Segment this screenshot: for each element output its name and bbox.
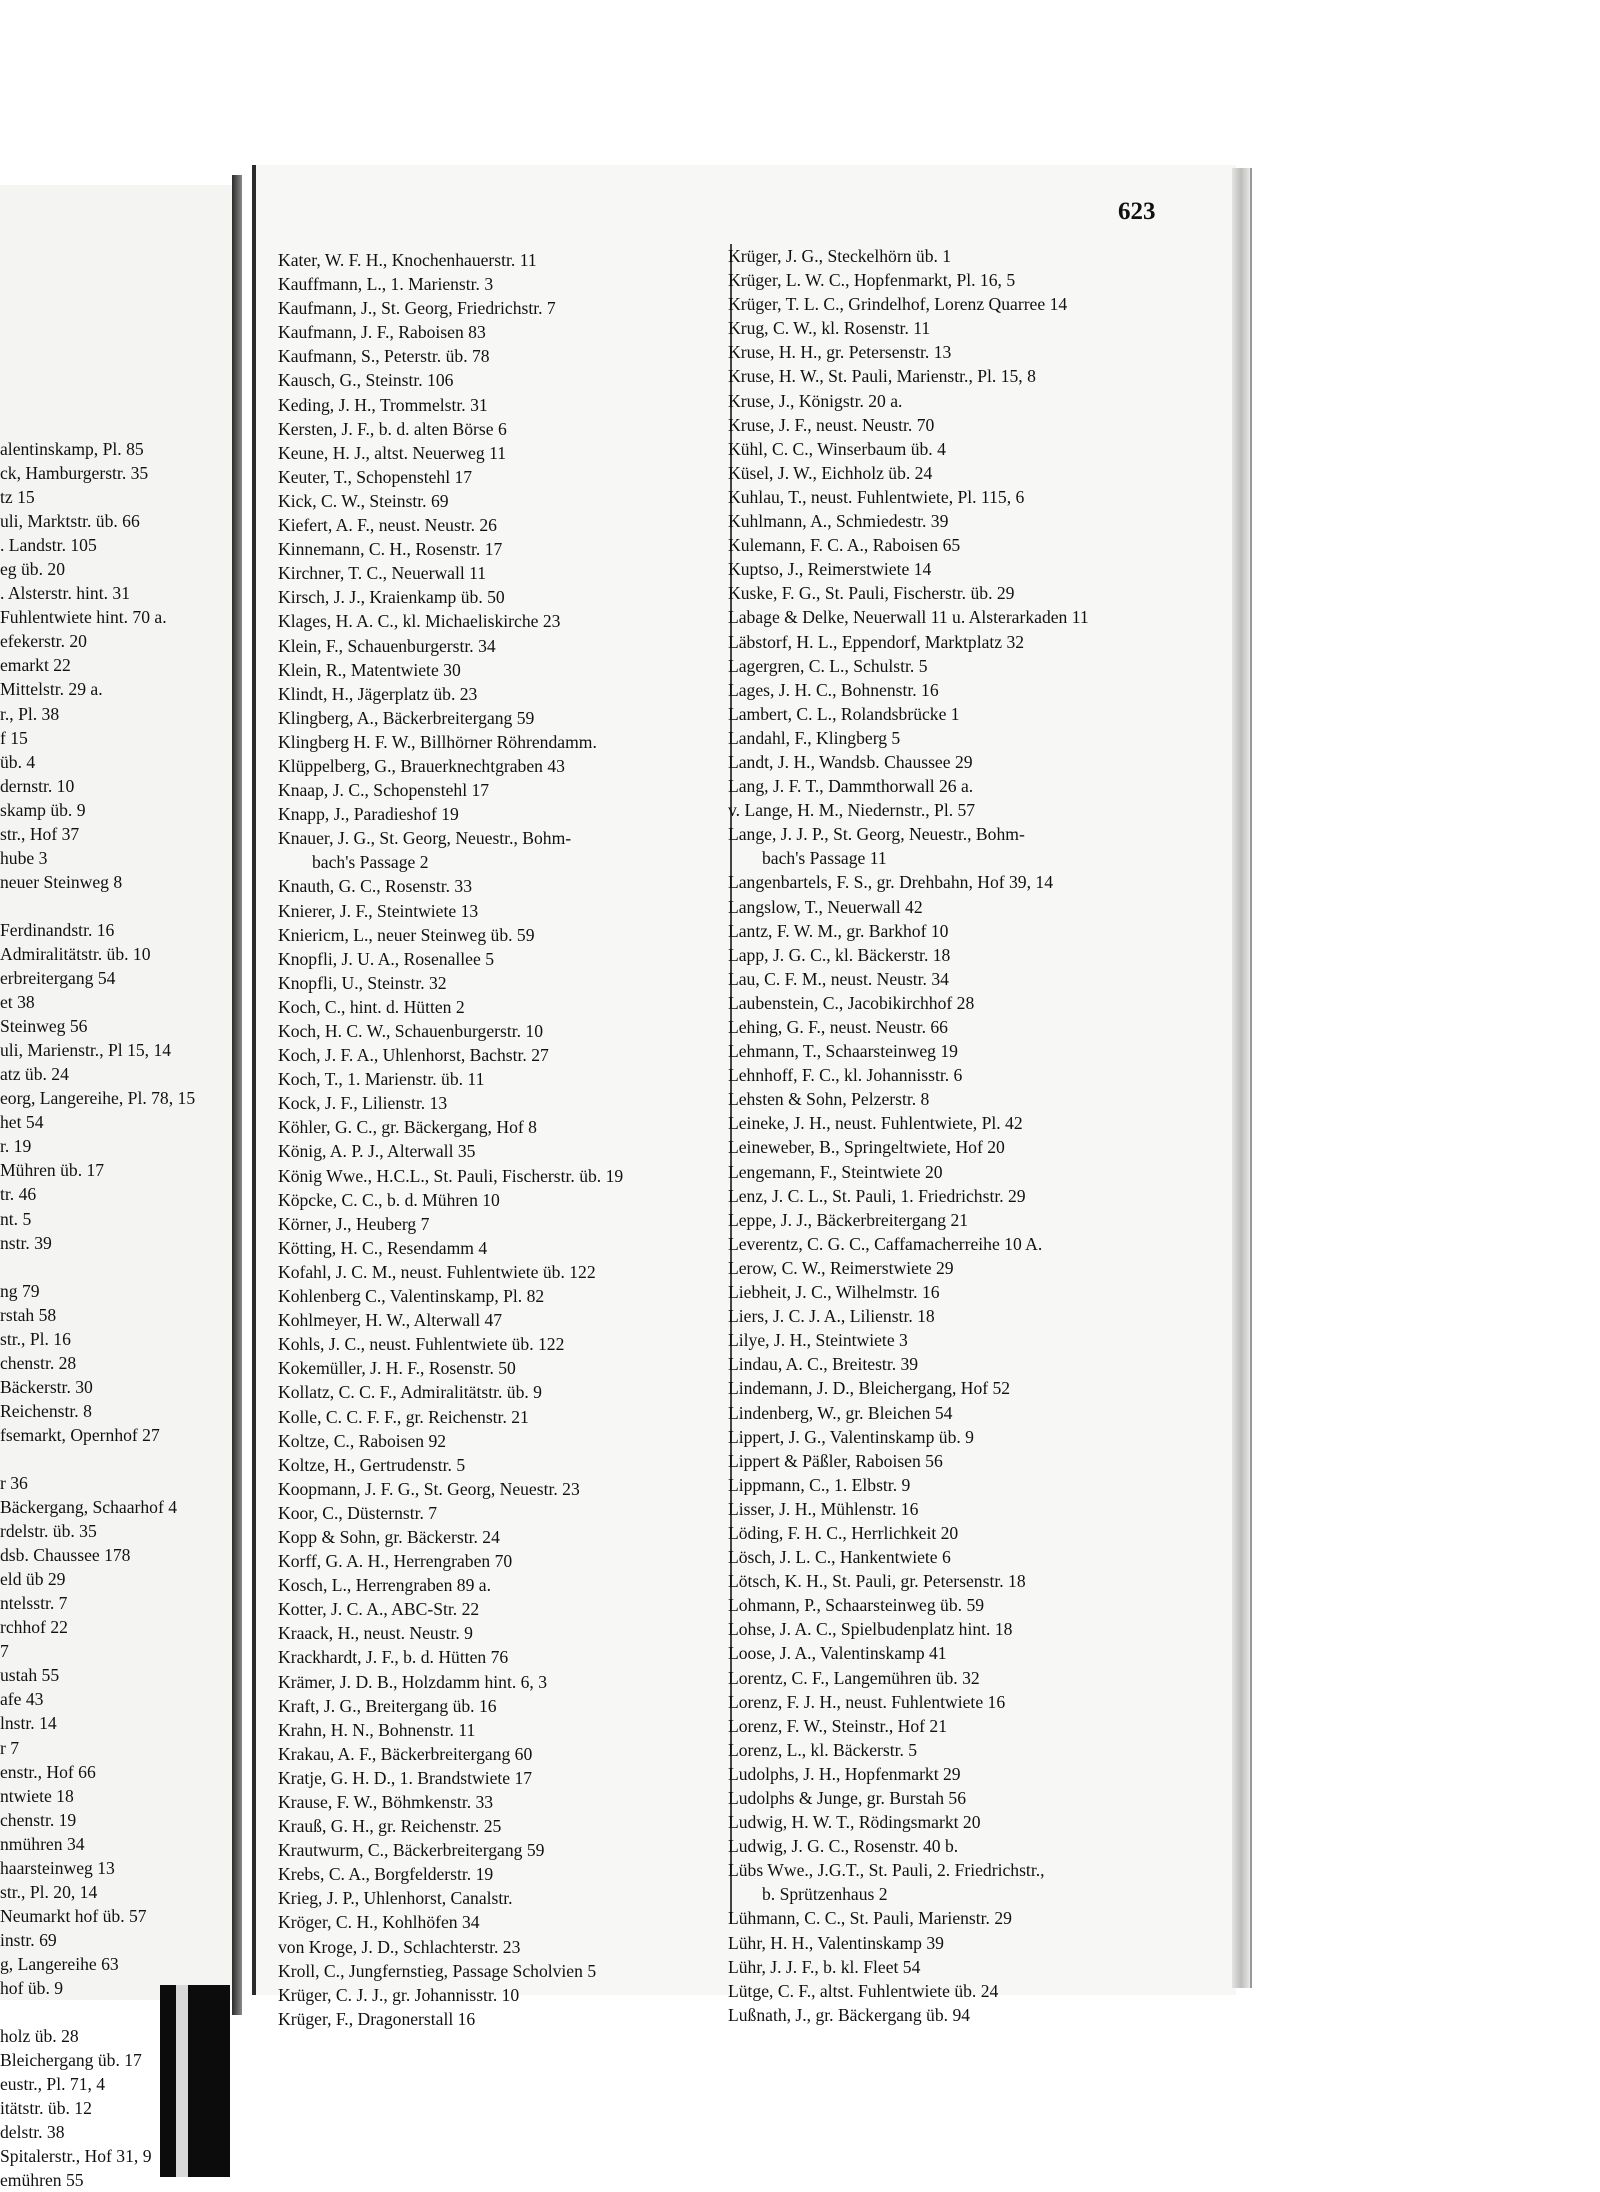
left-page-fragment-column	[0, 437, 232, 2192]
directory-entry: Koch, C., hint. d. Hütten 2	[278, 996, 465, 1017]
directory-entry: Lohmann, P., Schaarsteinweg üb. 59	[728, 1595, 985, 1616]
left-fragment-line: uli, Marienstr., Pl 15, 14	[0, 1040, 172, 1061]
left-fragment-line: Spitalerstr., Hof 31, 9	[0, 2146, 152, 2167]
left-fragment-line: dernstr. 10	[0, 775, 75, 796]
directory-entry: Knierer, J. F., Steintwiete 13	[278, 900, 479, 921]
directory-entry: Leppe, J. J., Bäckerbreitergang 21	[728, 1209, 969, 1230]
directory-entry: Leineke, J. H., neust. Fuhlentwiete, Pl. 42	[728, 1113, 1023, 1134]
directory-entry: Kausch, G., Steinstr. 106	[278, 370, 454, 391]
directory-entry: Kuhlmann, A., Schmiedestr. 39	[728, 511, 949, 532]
left-fragment-line: haarsteinweg 13	[0, 1857, 115, 1878]
directory-entry: Kruse, J., Königstr. 20 a.	[728, 390, 903, 411]
directory-entry: Langenbartels, F. S., gr. Drehbahn, Hof 39, 14	[728, 872, 1053, 893]
left-fragment-line: atz üb. 24	[0, 1064, 69, 1085]
left-page	[0, 185, 235, 2191]
directory-entry: Knapp, J., Paradieshof 19	[278, 804, 459, 825]
directory-entry: Lerow, C. W., Reimerstwiete 29	[728, 1257, 954, 1278]
binding-strip	[160, 1985, 230, 2177]
directory-entry: Lagergren, C. L., Schulstr. 5	[728, 655, 928, 676]
left-fragment-line: emarkt 22	[0, 655, 71, 676]
left-fragment-line: neuer Steinweg 8	[0, 871, 123, 892]
directory-entry: von Kroge, J. D., Schlachterstr. 23	[278, 1936, 521, 1957]
directory-entry: Kirchner, T. C., Neuerwall 11	[278, 563, 487, 584]
directory-entry: Krakau, A. F., Bäckerbreitergang 60	[278, 1743, 533, 1764]
left-fragment-line: ng 79	[0, 1280, 40, 1301]
directory-entry: Leverentz, C. G. C., Caffamacherreihe 10 A.	[728, 1233, 1043, 1254]
directory-entry: Ludwig, H. W. T., Rödingsmarkt 20	[728, 1812, 981, 1833]
left-fragment-line: rstah 58	[0, 1304, 57, 1325]
directory-entry: Kuhlau, T., neust. Fuhlentwiete, Pl. 115, 6	[728, 486, 1025, 507]
directory-entry: Krahn, H. N., Bohnenstr. 11	[278, 1719, 476, 1740]
directory-entry: Kuptso, J., Reimerstwiete 14	[728, 559, 932, 580]
left-fragment-line: afe 43	[0, 1689, 44, 1710]
directory-entry: Lippert & Päßler, Raboisen 56	[728, 1450, 943, 1471]
directory-entry: Knopfli, J. U. A., Rosenallee 5	[278, 948, 494, 969]
directory-entry: Kauffmann, L., 1. Marienstr. 3	[278, 274, 494, 295]
left-fragment-line: emühren 55	[0, 2170, 84, 2191]
directory-entry: Koltze, C., Raboisen 92	[278, 1430, 447, 1451]
directory-entry: Lorenz, F. W., Steinstr., Hof 21	[728, 1715, 947, 1736]
directory-entry: Krüger, C. J. J., gr. Johannisstr. 10	[278, 1984, 520, 2005]
directory-entry: Kollatz, C. C. F., Admiralitätstr. üb. 9	[278, 1382, 542, 1403]
directory-entry: Lippmann, C., 1. Elbstr. 9	[728, 1474, 911, 1495]
left-fragment-line: enstr., Hof 66	[0, 1761, 96, 1782]
directory-entry: Lorenz, L., kl. Bäckerstr. 5	[728, 1739, 918, 1760]
directory-entry: Ludolphs, J. H., Hopfenmarkt 29	[728, 1763, 961, 1784]
directory-entry: Kosch, L., Herrengraben 89 a.	[278, 1575, 491, 1596]
directory-entry: Laubenstein, C., Jacobikirchhof 28	[728, 992, 975, 1013]
left-fragment-line: r., Pl. 38	[0, 703, 60, 724]
directory-entry: Koch, H. C. W., Schauenburgerstr. 10	[278, 1021, 544, 1041]
directory-entry: Kirsch, J. J., Kraienkamp üb. 50	[278, 587, 505, 608]
directory-entry: Kruse, H. W., St. Pauli, Marienstr., Pl. 15, 8	[728, 366, 1036, 387]
left-fragment-line: Bäckergang, Schaarhof 4	[0, 1497, 178, 1518]
directory-entry: Lehing, G. F., neust. Neustr. 66	[728, 1017, 948, 1037]
directory-entry: Krüger, T. L. C., Grindelhof, Lorenz Quarree 14	[728, 294, 1068, 315]
left-fragment-line: fsemarkt, Opernhof 27	[0, 1424, 160, 1445]
left-fragment-line	[0, 1255, 232, 1279]
directory-entry: Klüppelberg, G., Brauerknechtgraben 43	[278, 755, 565, 776]
left-fragment-line: chenstr. 19	[0, 1809, 77, 1830]
directory-entry: Keune, H. J., altst. Neuerweg 11	[278, 442, 507, 463]
directory-entry: Krüger, J. G., Steckelhörn üb. 1	[728, 246, 952, 266]
directory-entry: v. Lange, H. M., Niedernstr., Pl. 57	[728, 800, 976, 821]
directory-entry: Kotter, J. C. A., ABC-Str. 22	[278, 1599, 480, 1620]
directory-entry: Kühl, C. C., Winserbaum üb. 4	[728, 438, 946, 459]
directory-entry: Lühmann, C. C., St. Pauli, Marienstr. 29	[728, 1908, 1012, 1929]
directory-entry: Krüger, L. W. C., Hopfenmarkt, Pl. 16, 5	[728, 270, 1016, 291]
directory-entry: Kopp & Sohn, gr. Bäckerstr. 24	[278, 1526, 500, 1547]
left-fragment-line: Admiralitätstr. üb. 10	[0, 943, 151, 964]
directory-entry: Koch, T., 1. Marienstr. üb. 11	[278, 1069, 485, 1090]
left-fragment-line: 7	[0, 1641, 9, 1662]
left-fragment-line: tz 15	[0, 487, 35, 508]
directory-entry: Kolle, C. C. F. F., gr. Reichenstr. 21	[278, 1406, 529, 1427]
page-number: 623	[1118, 198, 1156, 225]
left-fragment-line: Fuhlentwiete hint. 70 a.	[0, 607, 167, 628]
directory-entry: Krackhardt, J. F., b. d. Hütten 76	[278, 1647, 509, 1668]
left-fragment-line: r 36	[0, 1473, 28, 1494]
left-fragment-line: hube 3	[0, 847, 48, 868]
directory-entry: Klingberg H. F. W., Billhörner Röhrendamm.	[278, 731, 597, 752]
directory-column-right	[728, 244, 1168, 2027]
directory-entry: Kraft, J. G., Breitergang üb. 16	[278, 1695, 497, 1716]
directory-entry: Kock, J. F., Lilienstr. 13	[278, 1093, 448, 1114]
directory-entry: Klingberg, A., Bäckerbreitergang 59	[278, 707, 535, 728]
directory-entry: Lange, J. J. P., St. Georg, Neuestr., Bohm-	[728, 824, 1025, 845]
left-fragment-line: eld üb 29	[0, 1569, 66, 1590]
left-fragment-line	[0, 1447, 232, 1471]
directory-entry: Lohse, J. A. C., Spielbudenplatz hint. 18	[728, 1619, 1013, 1640]
directory-entry: Kratje, G. H. D., 1. Brandstwiete 17	[278, 1767, 533, 1788]
directory-entry: Leineweber, B., Springeltwiete, Hof 20	[728, 1137, 1005, 1158]
directory-entry: bach's Passage 2	[312, 852, 429, 873]
left-fragment-line: str., Pl. 20, 14	[0, 1881, 98, 1902]
directory-entry: Kuske, F. G., St. Pauli, Fischerstr. üb. 29	[728, 583, 1015, 604]
directory-entry: Lußnath, J., gr. Bäckergang üb. 94	[728, 2004, 971, 2025]
left-fragment-line: Bleichergang üb. 17	[0, 2050, 142, 2071]
directory-entry: Lühr, J. J. F., b. kl. Fleet 54	[728, 1956, 921, 1977]
directory-entry: Läbstorf, H. L., Eppendorf, Marktplatz 32	[728, 631, 1025, 652]
directory-entry: Krämer, J. D. B., Holzdamm hint. 6, 3	[278, 1671, 548, 1692]
left-fragment-line: üb. 4	[0, 751, 36, 772]
left-fragment-line: chenstr. 28	[0, 1352, 77, 1373]
directory-entry: Klein, F., Schauenburgerstr. 34	[278, 635, 496, 656]
directory-entry: Lübs Wwe., J.G.T., St. Pauli, 2. Friedrichstr.,	[728, 1860, 1045, 1881]
directory-entry: Kokemüller, J. H. F., Rosenstr. 50	[278, 1358, 516, 1379]
left-fragment-line: ck, Hamburgerstr. 35	[0, 463, 149, 484]
left-fragment-line: Mühren üb. 17	[0, 1160, 105, 1181]
directory-entry: König, A. P. J., Alterwall 35	[278, 1141, 476, 1162]
left-fragment-line: holz üb. 28	[0, 2026, 79, 2047]
directory-entry: Knaap, J. C., Schopenstehl 17	[278, 780, 490, 801]
book-gutter-shadow	[232, 175, 242, 2015]
left-fragment-line: r. 19	[0, 1136, 32, 1157]
left-fragment-line: skamp üb. 9	[0, 799, 86, 820]
left-fragment-line	[0, 894, 232, 918]
directory-entry: Koch, J. F. A., Uhlenhorst, Bachstr. 27	[278, 1045, 549, 1066]
directory-column-left	[278, 248, 726, 2031]
directory-entry: Krautwurm, C., Bäckerbreitergang 59	[278, 1840, 545, 1861]
left-fragment-line: str., Pl. 16	[0, 1328, 71, 1349]
directory-entry: Lengemann, F., Steintwiete 20	[728, 1161, 943, 1182]
directory-entry: Kruse, J. F., neust. Neustr. 70	[728, 414, 935, 435]
left-fragment-line: erbreitergang 54	[0, 968, 116, 989]
left-fragment-line: r 7	[0, 1737, 20, 1758]
directory-entry: Kater, W. F. H., Knochenhauerstr. 11	[278, 250, 537, 270]
left-fragment-line: Bäckerstr. 30	[0, 1376, 93, 1397]
left-fragment-line: rchhof 22	[0, 1617, 68, 1638]
directory-entry: Lenz, J. C. L., St. Pauli, 1. Friedrichstr. 29	[728, 1185, 1026, 1206]
directory-entry: Lühr, H. H., Valentinskamp 39	[728, 1932, 944, 1953]
directory-entry: Lütge, C. F., altst. Fuhlentwiete üb. 24	[728, 1980, 999, 2001]
left-fragment-line: ustah 55	[0, 1665, 60, 1686]
left-fragment-line: nt. 5	[0, 1208, 32, 1229]
directory-entry: Knopfli, U., Steinstr. 32	[278, 972, 447, 993]
directory-entry: Kick, C. W., Steinstr. 69	[278, 490, 449, 511]
directory-entry: Kröger, C. H., Kohlhöfen 34	[278, 1912, 480, 1933]
left-fragment-line: nstr. 39	[0, 1232, 52, 1253]
directory-entry: Kruse, H. H., gr. Petersenstr. 13	[728, 342, 952, 363]
directory-entry: Lapp, J. G. C., kl. Bäckerstr. 18	[728, 944, 951, 965]
directory-entry: Kroll, C., Jungfernstieg, Passage Scholvien 5	[278, 1960, 597, 1981]
directory-entry: Kofahl, J. C. M., neust. Fuhlentwiete üb. 122	[278, 1261, 596, 1282]
directory-entry: Korff, G. A. H., Herrengraben 70	[278, 1551, 513, 1572]
directory-entry: Lehsten & Sohn, Pelzerstr. 8	[728, 1089, 930, 1110]
directory-entry: Kraack, H., neust. Neustr. 9	[278, 1623, 473, 1644]
directory-entry: Lang, J. F. T., Dammthorwall 26 a.	[728, 776, 974, 797]
directory-entry: Kersten, J. F., b. d. alten Börse 6	[278, 418, 507, 439]
left-fragment-line: alentinskamp, Pl. 85	[0, 439, 144, 459]
directory-entry: Lau, C. F. M., neust. Neustr. 34	[728, 968, 949, 989]
directory-entry: Lötsch, K. H., St. Pauli, gr. Petersenstr. 18	[728, 1571, 1026, 1592]
directory-entry: Labage & Delke, Neuerwall 11 u. Alsterarkaden 11	[728, 607, 1089, 628]
directory-entry: Ludolphs & Junge, gr. Burstah 56	[728, 1788, 966, 1808]
directory-entry: Löding, F. H. C., Herrlichkeit 20	[728, 1522, 959, 1543]
directory-entry: Klein, R., Matentwiete 30	[278, 659, 461, 680]
directory-entry: Lindau, A. C., Breitestr. 39	[728, 1354, 919, 1375]
left-fragment-line: Steinweg 56	[0, 1016, 88, 1037]
directory-entry: Kohls, J. C., neust. Fuhlentwiete üb. 122	[278, 1334, 565, 1355]
page-edge	[1232, 168, 1252, 1988]
directory-entry: Kaufmann, J., St. Georg, Friedrichstr. 7	[278, 298, 556, 319]
directory-entry: Lösch, J. L. C., Hankentwiete 6	[728, 1547, 951, 1568]
directory-entry: Krug, C. W., kl. Rosenstr. 11	[728, 318, 931, 339]
directory-entry: Krause, F. W., Böhmkenstr. 33	[278, 1792, 494, 1812]
left-fragment-line: uli, Marktstr. üb. 66	[0, 511, 140, 532]
directory-entry: Kötting, H. C., Resendamm 4	[278, 1237, 488, 1258]
left-fragment-line: eorg, Langereihe, Pl. 78, 15	[0, 1088, 196, 1109]
directory-entry: Lorenz, F. J. H., neust. Fuhlentwiete 16	[728, 1691, 1006, 1712]
directory-entry: Kaufmann, J. F., Raboisen 83	[278, 322, 486, 343]
directory-entry: Keuter, T., Schopenstehl 17	[278, 466, 473, 487]
directory-entry: Kohlenberg C., Valentinskamp, Pl. 82	[278, 1286, 545, 1307]
directory-entry: Lehmann, T., Schaarsteinweg 19	[728, 1041, 958, 1062]
directory-entry: Klindt, H., Jägerplatz üb. 23	[278, 683, 478, 704]
left-fragment-line: f 15	[0, 727, 28, 748]
directory-entry: Ludwig, J. G. C., Rosenstr. 40 b.	[728, 1836, 959, 1857]
left-fragment-line: eg üb. 20	[0, 559, 65, 580]
directory-entry: Körner, J., Heuberg 7	[278, 1213, 430, 1234]
directory-entry: König Wwe., H.C.L., St. Pauli, Fischerstr. üb. 19	[278, 1165, 624, 1186]
directory-entry: Lehnhoff, F. C., kl. Johannisstr. 6	[728, 1065, 963, 1086]
directory-entry: Langslow, T., Neuerwall 42	[728, 896, 923, 917]
left-fragment-line: str., Hof 37	[0, 823, 80, 844]
directory-entry: Knauth, G. C., Rosenstr. 33	[278, 876, 473, 897]
directory-entry: Kaufmann, S., Peterstr. üb. 78	[278, 346, 490, 367]
directory-entry: Keding, J. H., Trommelstr. 31	[278, 394, 488, 415]
directory-entry: Loose, J. A., Valentinskamp 41	[728, 1643, 947, 1664]
left-fragment-line: itätstr. üb. 12	[0, 2098, 92, 2119]
directory-entry: Knauer, J. G., St. Georg, Neuestr., Bohm-	[278, 828, 572, 849]
left-fragment-line: efekerstr. 20	[0, 631, 87, 652]
directory-entry: Lages, J. H. C., Bohnenstr. 16	[728, 679, 939, 700]
directory-entry: b. Sprützenhaus 2	[762, 1884, 888, 1905]
directory-entry: Kulemann, F. C. A., Raboisen 65	[728, 535, 961, 556]
directory-entry: Klages, H. A. C., kl. Michaeliskirche 23	[278, 611, 561, 632]
left-fragment-line: g, Langereihe 63	[0, 1953, 119, 1974]
left-fragment-line: Reichenstr. 8	[0, 1400, 92, 1421]
directory-entry: Krauß, G. H., gr. Reichenstr. 25	[278, 1816, 502, 1837]
directory-entry: Koor, C., Düsternstr. 7	[278, 1502, 438, 1523]
directory-entry: Köpcke, C. C., b. d. Mühren 10	[278, 1189, 500, 1210]
left-fragment-line: delstr. 38	[0, 2122, 65, 2143]
directory-entry: Lorentz, C. F., Langemühren üb. 32	[728, 1667, 980, 1688]
directory-entry: Landahl, F., Klingberg 5	[728, 727, 901, 748]
left-fragment-line: Ferdinandstr. 16	[0, 919, 115, 940]
left-fragment-line: ntwiete 18	[0, 1785, 74, 1806]
left-fragment-line: dsb. Chaussee 178	[0, 1545, 131, 1566]
directory-entry: bach's Passage 11	[762, 848, 887, 869]
directory-entry: Lindenberg, W., gr. Bleichen 54	[728, 1402, 953, 1423]
left-fragment-line: . Alsterstr. hint. 31	[0, 583, 131, 604]
left-fragment-line: lnstr. 14	[0, 1713, 57, 1734]
left-fragment-line: Mittelstr. 29 a.	[0, 679, 103, 700]
left-fragment-line: Neumarkt hof üb. 57	[0, 1905, 147, 1926]
directory-entry: Krieg, J. P., Uhlenhorst, Canalstr.	[278, 1888, 513, 1909]
directory-entry: Lippert, J. G., Valentinskamp üb. 9	[728, 1426, 974, 1447]
directory-entry: Küsel, J. W., Eichholz üb. 24	[728, 462, 933, 483]
left-fragment-line: het 54	[0, 1112, 44, 1133]
directory-entry: Kniericm, L., neuer Steinweg üb. 59	[278, 924, 535, 945]
directory-entry: Lindemann, J. D., Bleichergang, Hof 52	[728, 1378, 1011, 1399]
directory-entry: Lilye, J. H., Steintwiete 3	[728, 1330, 908, 1351]
left-fragment-line: ntelsstr. 7	[0, 1593, 68, 1614]
directory-entry: Liers, J. C. J. A., Lilienstr. 18	[728, 1306, 935, 1327]
left-fragment-line: instr. 69	[0, 1929, 57, 1950]
left-fragment-line: et 38	[0, 992, 35, 1013]
left-fragment-line: rdelstr. üb. 35	[0, 1521, 97, 1542]
directory-entry: Landt, J. H., Wandsb. Chaussee 29	[728, 751, 973, 772]
directory-entry: Krebs, C. A., Borgfelderstr. 19	[278, 1864, 494, 1885]
directory-entry: Kohlmeyer, H. W., Alterwall 47	[278, 1310, 503, 1331]
directory-entry: Kiefert, A. F., neust. Neustr. 26	[278, 515, 497, 536]
directory-entry: Lantz, F. W. M., gr. Barkhof 10	[728, 920, 949, 941]
left-fragment-line: hof üb. 9	[0, 1978, 64, 1998]
directory-entry: Liebheit, J. C., Wilhelmstr. 16	[728, 1282, 940, 1303]
directory-entry: Köhler, G. C., gr. Bäckergang, Hof 8	[278, 1117, 537, 1138]
directory-entry: Koltze, H., Gertrudenstr. 5	[278, 1454, 466, 1475]
directory-entry: Koopmann, J. F. G., St. Georg, Neuestr. 23	[278, 1478, 580, 1499]
directory-entry: Lambert, C. L., Rolandsbrücke 1	[728, 703, 960, 724]
left-fragment-line: eustr., Pl. 71, 4	[0, 2074, 106, 2095]
left-fragment-line: . Landstr. 105	[0, 535, 97, 556]
left-fragment-line: tr. 46	[0, 1184, 37, 1205]
binding-strip-highlight	[176, 1985, 188, 2177]
directory-entry: Kinnemann, C. H., Rosenstr. 17	[278, 539, 503, 560]
left-fragment-line: nmühren 34	[0, 1833, 85, 1854]
directory-entry: Lisser, J. H., Mühlenstr. 16	[728, 1498, 919, 1519]
directory-entry: Krüger, F., Dragonerstall 16	[278, 2008, 476, 2029]
